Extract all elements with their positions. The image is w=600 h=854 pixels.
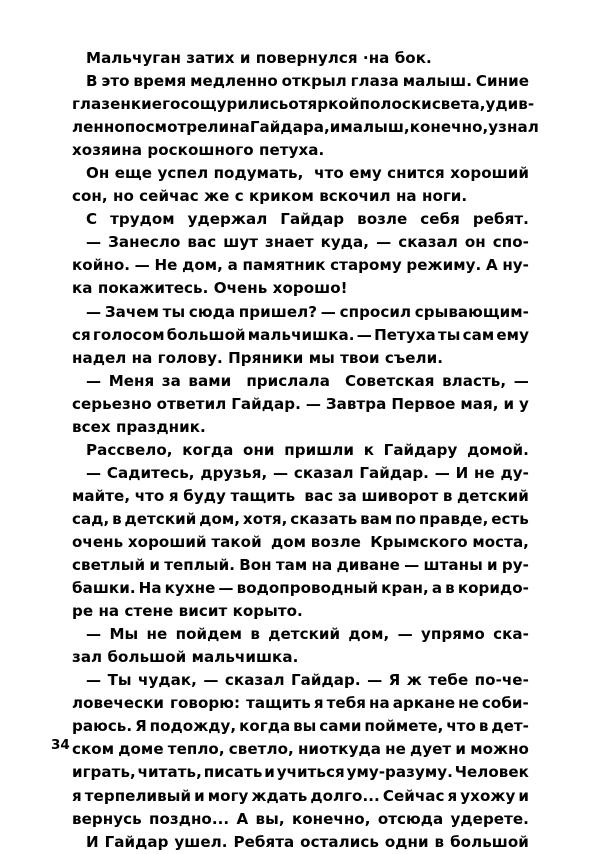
word: срывающим- <box>414 302 529 321</box>
word: время <box>133 72 187 91</box>
word: тебе <box>428 671 469 690</box>
paragraph <box>72 623 529 669</box>
word: поздно... <box>149 809 230 828</box>
word: В <box>86 72 98 91</box>
word: на <box>311 556 333 575</box>
word: есть <box>491 509 529 528</box>
paragraph <box>72 370 529 439</box>
word: Я <box>388 671 401 690</box>
text-line <box>72 231 529 254</box>
word: дом <box>271 532 307 551</box>
text-line <box>72 254 529 277</box>
word: что <box>446 717 476 736</box>
word: не <box>458 694 479 713</box>
word: я <box>313 694 324 713</box>
word: спо- <box>492 233 529 252</box>
word: успел <box>157 164 209 183</box>
word: Советская <box>345 371 435 390</box>
word: одни <box>384 832 429 851</box>
word: Завтра <box>325 394 387 413</box>
word: полоски <box>359 95 432 114</box>
word: вами <box>188 371 232 390</box>
word: — <box>218 579 234 598</box>
word: конечно, <box>291 809 371 828</box>
page-text-block <box>72 47 539 854</box>
word: ловечески <box>72 694 165 713</box>
word: дет- <box>491 717 529 736</box>
word: за <box>337 486 357 505</box>
word: ру- <box>501 556 529 575</box>
word: могу <box>207 786 249 805</box>
word: Гайдар <box>104 832 169 851</box>
word: терпеливый <box>84 786 192 805</box>
word: Гайдар. <box>359 463 429 482</box>
paragraph <box>72 831 529 854</box>
word: А <box>485 256 498 275</box>
text-line: зал большой мальчишка. <box>72 648 299 667</box>
word: ответил <box>156 394 227 413</box>
word: трудом <box>110 210 175 229</box>
text-line <box>72 692 529 715</box>
word: А <box>236 809 249 828</box>
word: — <box>86 371 102 390</box>
word: в <box>434 832 445 851</box>
word: детский <box>124 509 197 528</box>
word: мая, <box>460 394 499 413</box>
word: башки. <box>72 579 136 598</box>
word: ему <box>496 325 529 344</box>
word: спросил <box>339 302 412 321</box>
word: и <box>149 556 160 575</box>
word: не <box>385 740 406 759</box>
word: ему <box>349 164 382 183</box>
word: тепло, <box>167 740 225 759</box>
text-line: хозяина роскошного петуха. <box>72 141 325 160</box>
word: Зачем <box>104 302 159 321</box>
word: можно <box>470 740 529 759</box>
word: упрямо <box>421 625 485 644</box>
word: — <box>320 302 336 321</box>
word: а <box>431 579 443 598</box>
word: Человек <box>454 763 529 782</box>
word: серьезно <box>72 394 152 413</box>
text-line <box>72 324 529 347</box>
word: Петуха <box>374 325 436 344</box>
word: соби- <box>481 694 529 713</box>
word: пойдем <box>175 625 243 644</box>
word: штаны <box>423 556 483 575</box>
text-line <box>72 785 529 808</box>
text-line: надел на голову. Пряники мы твои съели. <box>72 348 444 367</box>
word: писать <box>203 763 263 782</box>
word: медленно <box>190 72 278 91</box>
word: я <box>72 786 82 805</box>
word: отсюда <box>377 809 444 828</box>
word: правде, <box>418 509 489 528</box>
word: уму-разуму. <box>346 763 453 782</box>
word: Сейчас <box>382 786 445 805</box>
word: вас <box>187 233 217 252</box>
word: и <box>455 740 467 759</box>
word: малыш, <box>340 118 410 137</box>
word: буду <box>183 486 226 505</box>
word: мальчишка. <box>247 325 355 344</box>
text-line <box>72 370 529 393</box>
word: сощурились <box>180 95 289 114</box>
word: снится <box>387 164 445 183</box>
word: коридо- <box>457 579 529 598</box>
word: вернусь <box>72 809 142 828</box>
word: учиться <box>276 763 345 782</box>
word: сад, <box>72 509 110 528</box>
word: возле <box>357 210 408 229</box>
word: дом, <box>348 625 390 644</box>
word: играть, <box>72 763 136 782</box>
paragraph <box>72 231 529 300</box>
word: — <box>356 325 372 344</box>
text-line <box>72 623 529 646</box>
word: у <box>519 394 529 413</box>
word: ухожу <box>460 786 516 805</box>
word: его <box>151 95 181 114</box>
word: И <box>86 832 99 851</box>
word: аркане <box>392 694 456 713</box>
word: удержал <box>187 210 268 229</box>
word: света, <box>431 95 486 114</box>
word: это <box>101 72 130 91</box>
word: в <box>445 579 455 598</box>
text-line <box>72 508 529 531</box>
word: — <box>404 556 420 575</box>
word: поймете, <box>364 717 444 736</box>
text-line <box>72 554 529 577</box>
paragraph <box>72 47 529 70</box>
word: Синие <box>475 72 529 91</box>
word: и <box>264 763 275 782</box>
word: малыш. <box>402 72 473 91</box>
word: они <box>243 440 275 459</box>
word: знает <box>265 233 314 252</box>
text-line <box>72 808 529 831</box>
word: Занесло <box>108 233 181 252</box>
word: еще <box>114 164 153 183</box>
word: теплый. <box>164 556 235 575</box>
word: ленно <box>72 118 125 137</box>
text-line <box>72 93 535 116</box>
word: когда <box>239 717 291 736</box>
word: узнал <box>488 118 539 137</box>
text-line: всех праздник. <box>72 417 206 436</box>
word: — <box>305 394 321 413</box>
word: глазенки <box>72 95 152 114</box>
word: в <box>112 509 122 528</box>
word: раюсь. <box>72 717 133 736</box>
word: конечно, <box>409 118 489 137</box>
word: — <box>86 233 102 252</box>
word: подумать, <box>213 164 304 183</box>
word: сказал <box>398 233 458 252</box>
word: ты <box>437 325 461 344</box>
word: и <box>194 786 205 805</box>
word: ся <box>72 325 91 344</box>
word: — <box>376 233 392 252</box>
word: ждать <box>251 786 308 805</box>
word: по <box>395 509 417 528</box>
paragraph <box>72 162 529 208</box>
word: хороший <box>127 532 207 551</box>
word: не <box>146 625 168 644</box>
word: прислала <box>246 371 330 390</box>
paragraph <box>72 462 529 623</box>
word: друзья, <box>200 463 268 482</box>
word: Меня <box>108 371 155 390</box>
word: а <box>227 256 238 275</box>
word: хороший <box>450 164 529 183</box>
word: светлый <box>72 556 146 575</box>
word: Крымского <box>370 532 468 551</box>
word: подожду, <box>149 717 237 736</box>
word: на <box>369 694 390 713</box>
word: С <box>86 210 98 229</box>
word: — <box>86 625 102 644</box>
word: сам <box>462 325 495 344</box>
word: детский <box>268 625 341 644</box>
word: кран, <box>381 579 429 598</box>
text-line: сон, но сейчас же с криком вскочил на ноги. <box>72 187 468 206</box>
word: Гайдар. <box>291 671 361 690</box>
word: посмотрели <box>124 118 230 137</box>
word: Вон <box>239 556 272 575</box>
word: удив- <box>485 95 535 114</box>
word: пришел? <box>238 302 318 321</box>
text-line <box>72 831 529 854</box>
word: — <box>273 463 289 482</box>
word: что <box>314 164 344 183</box>
word: ну- <box>502 256 529 275</box>
word: кухне <box>164 579 216 598</box>
word: большой <box>450 832 529 851</box>
word: и <box>487 556 498 575</box>
word: в <box>442 486 453 505</box>
word: ты <box>162 302 186 321</box>
word: говорю: <box>170 694 241 713</box>
word: На <box>138 579 162 598</box>
word: от <box>288 95 308 114</box>
word: — <box>513 371 529 390</box>
word: хотя, <box>242 509 288 528</box>
word: глаза <box>350 72 399 91</box>
word: Гайдар. <box>231 394 301 413</box>
word: и <box>518 786 529 805</box>
word: дует <box>410 740 452 759</box>
word: удерете. <box>450 809 529 828</box>
text-line <box>72 116 539 139</box>
word: долго... <box>310 786 380 805</box>
word: остались <box>300 832 379 851</box>
word: за <box>161 371 181 390</box>
word: по-че- <box>474 671 529 690</box>
word: пришли <box>284 440 355 459</box>
paragraph <box>72 70 539 162</box>
word: тебя <box>326 694 367 713</box>
word: вы <box>293 717 317 736</box>
word: яркой <box>307 95 360 114</box>
word: Гайдару <box>383 440 458 459</box>
text-line <box>72 738 529 761</box>
word: там <box>275 556 308 575</box>
text-line <box>72 577 529 600</box>
word: сказал <box>224 671 285 690</box>
word: чудак, <box>138 671 197 690</box>
word: себя <box>420 210 460 229</box>
word: голосом <box>92 325 165 344</box>
word: власть, <box>442 371 507 390</box>
word: Мы <box>109 625 139 644</box>
word: — <box>86 463 102 482</box>
word: куда, <box>320 233 370 252</box>
word: тащить <box>246 694 311 713</box>
word: он <box>464 233 486 252</box>
word: Рассвело, <box>86 440 173 459</box>
word: что <box>134 486 165 505</box>
word: Гайдар <box>280 210 345 229</box>
word: к <box>363 440 374 459</box>
word: дом, <box>182 256 223 275</box>
word: тащить <box>230 486 296 505</box>
word: шиворот <box>361 486 439 505</box>
word: светло, <box>228 740 294 759</box>
word: на <box>229 118 250 137</box>
word: — <box>203 671 219 690</box>
word: дом, <box>199 509 241 528</box>
text-line: ре на стене висит корыто. <box>72 602 303 621</box>
word: сказать <box>290 509 358 528</box>
word: и <box>503 394 515 413</box>
word: ребят. <box>472 210 529 229</box>
text-line <box>72 162 529 185</box>
word: режиму. <box>406 256 482 275</box>
word: — <box>86 302 102 321</box>
word: вас <box>304 486 334 505</box>
word: и <box>329 118 341 137</box>
word: — <box>367 671 383 690</box>
word: открыл <box>281 72 347 91</box>
word: водопроводный <box>236 579 379 598</box>
word: Ты <box>107 671 132 690</box>
word: памятник <box>242 256 326 275</box>
word: Не <box>154 256 178 275</box>
word: доме <box>118 740 164 759</box>
word: шут <box>223 233 259 252</box>
word: — <box>134 256 150 275</box>
word: возле <box>310 532 361 551</box>
word: — <box>397 625 413 644</box>
word: ж <box>406 671 422 690</box>
word: большой <box>166 325 246 344</box>
word: И <box>455 463 469 482</box>
word: Ребята <box>233 832 295 851</box>
word: сами <box>319 717 362 736</box>
text-line <box>72 715 529 738</box>
word: Он <box>86 164 110 183</box>
text-line <box>72 531 529 554</box>
paragraph <box>72 208 529 231</box>
paragraph <box>72 301 529 370</box>
text-line <box>72 70 529 93</box>
word: Садитесь, <box>106 463 195 482</box>
page-number: 34 <box>51 737 70 753</box>
word: койно. <box>72 256 131 275</box>
word: не <box>474 463 495 482</box>
word: я <box>447 786 458 805</box>
word: ском <box>72 740 115 759</box>
word: вы, <box>255 809 285 828</box>
word: вам <box>360 509 393 528</box>
word: домой. <box>467 440 529 459</box>
word: Гайдара, <box>249 118 330 137</box>
word: Я <box>135 717 147 736</box>
word: сюда <box>188 302 236 321</box>
word: ска- <box>493 625 529 644</box>
text-line <box>72 393 529 416</box>
word: — <box>86 671 102 690</box>
word: такой <box>211 532 262 551</box>
word: когда <box>182 440 234 459</box>
word: сказал <box>293 463 354 482</box>
text-line <box>72 439 529 462</box>
word: — <box>434 463 450 482</box>
text-line: ка покажитесь. Очень хорошо! <box>72 279 348 298</box>
text-line <box>72 485 529 508</box>
text-line: Мальчуган затих и повернулся ·на бок. <box>86 49 432 67</box>
paragraph <box>72 669 529 830</box>
word: старому <box>330 256 402 275</box>
text-line <box>72 208 529 231</box>
word: моста, <box>472 532 529 551</box>
word: ду- <box>500 463 529 482</box>
word: ниоткуда <box>297 740 381 759</box>
text-line <box>72 669 529 692</box>
word: в <box>250 625 260 644</box>
paragraph <box>72 439 529 462</box>
word: диване <box>336 556 400 575</box>
text-line <box>72 761 529 784</box>
text-line <box>72 462 529 485</box>
word: в <box>478 717 489 736</box>
word: майте, <box>72 486 131 505</box>
word: Первое <box>391 394 456 413</box>
word: детский <box>457 486 529 505</box>
word: читать, <box>137 763 202 782</box>
text-line <box>72 301 529 324</box>
word: я <box>168 486 179 505</box>
word: очень <box>72 532 124 551</box>
word: ушел. <box>174 832 228 851</box>
